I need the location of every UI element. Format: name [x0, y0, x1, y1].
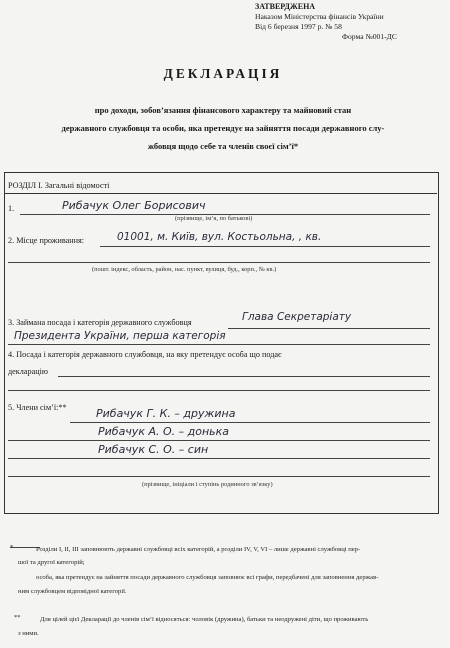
- field-1-number: 1.: [8, 204, 15, 213]
- family-member-3[interactable]: Рибачук С. О. – син: [98, 443, 209, 456]
- field-2-hint: (пошт. індекс, область, район, нас. пункт, вулиця, буд., корп., № кв.): [92, 266, 277, 273]
- subtitle-line-1: про доходи, зобов’язання фінансового характеру та майновий стан: [94, 105, 352, 115]
- field-5-line-2: [8, 440, 430, 441]
- field-4-line-1: [58, 376, 430, 377]
- footnote-1-line-1: Розділи І, ІІ, ІІІ заповнюють державні службовці всіх категорій, а розділи IV, V, VI – лише державні службовці пер-: [36, 546, 361, 553]
- field-5-hint: (прізвище, ініціали і ступінь родинного зв’язку): [142, 481, 273, 488]
- field-3-value-2[interactable]: Президента України, перша категорія: [14, 330, 226, 342]
- field-2-label: 2. Місце проживання:: [8, 236, 85, 245]
- field-4-label: 4. Посада і категорія державного службовця, на яку претендує особа що подає: [8, 350, 282, 359]
- subtitle-line-3: жбовця щодо себе та членів своєї сім’ї*: [147, 141, 299, 151]
- approval-order: Наказом Міністерства фінансів України: [255, 12, 384, 21]
- footnote-2-mark: **: [14, 614, 21, 621]
- approval-block: [255, 2, 397, 42]
- section-1-box: [4, 172, 439, 514]
- field-5-label: 5. Члени сім’ї:**: [8, 403, 67, 412]
- field-3-label: 3. Займана посада і категорія державного службовця: [8, 318, 192, 327]
- document-title: ДЕКЛАРАЦІЯ: [163, 66, 283, 81]
- form-number: Форма №001-ДС: [342, 32, 397, 41]
- approval-date: Від 6 березня 1997 р. № 58: [255, 22, 342, 31]
- field-1-name-value[interactable]: Рибачук Олег Борисович: [62, 199, 206, 212]
- field-3-line-2: [8, 344, 430, 345]
- approval-title: ЗАТВЕРДЖЕНА: [255, 2, 316, 11]
- field-4-line-2: [8, 390, 430, 391]
- field-4-label-2: декларацію: [8, 367, 48, 376]
- family-member-2[interactable]: Рибачук А. О. – донька: [98, 425, 230, 438]
- field-3-line-1: [228, 328, 430, 329]
- field-5-line-3: [8, 458, 430, 459]
- section-heading-divider: [4, 193, 437, 194]
- footnote-2-line-2: з ними.: [18, 630, 39, 637]
- field-3-value-1[interactable]: Глава Секретаріату: [242, 311, 352, 323]
- field-5-line-4: [8, 476, 430, 477]
- footnote-1-line-4: ним службовцем відповідної категорії.: [18, 588, 127, 595]
- field-1-hint: (прізвище, ім’я, по батькові): [175, 215, 253, 222]
- field-5-line-1: [70, 422, 430, 423]
- section-1-heading: РОЗДІЛ І. Загальні відомості: [8, 181, 110, 190]
- field-2-address-value[interactable]: 01001, м. Київ, вул. Костьольна, , кв.: [117, 231, 322, 243]
- footnote-2-line-1: Для цілей цієї Декларації до членів сім’ї відносяться: чоловік (дружина), батьки та неодружені діти, що проживають: [40, 616, 369, 623]
- document-subtitle: [0, 101, 446, 155]
- field-2-line-1: [100, 246, 430, 247]
- subtitle-line-2: державного службовця та особи, яка претендує на зайняття посади державного слу-: [61, 123, 385, 133]
- footnote-1-line-3: особа, яка претендує на зайняття посади державного службовця заповнює всі графи, передбачені для заповнення держав-: [36, 574, 379, 581]
- footnote-1-line-2: шої та другої категорій;: [18, 559, 85, 566]
- family-member-1[interactable]: Рибачук Г. К. – дружина: [96, 407, 236, 420]
- footnote-1-mark: *: [10, 544, 14, 551]
- field-2-line-2: [8, 262, 430, 263]
